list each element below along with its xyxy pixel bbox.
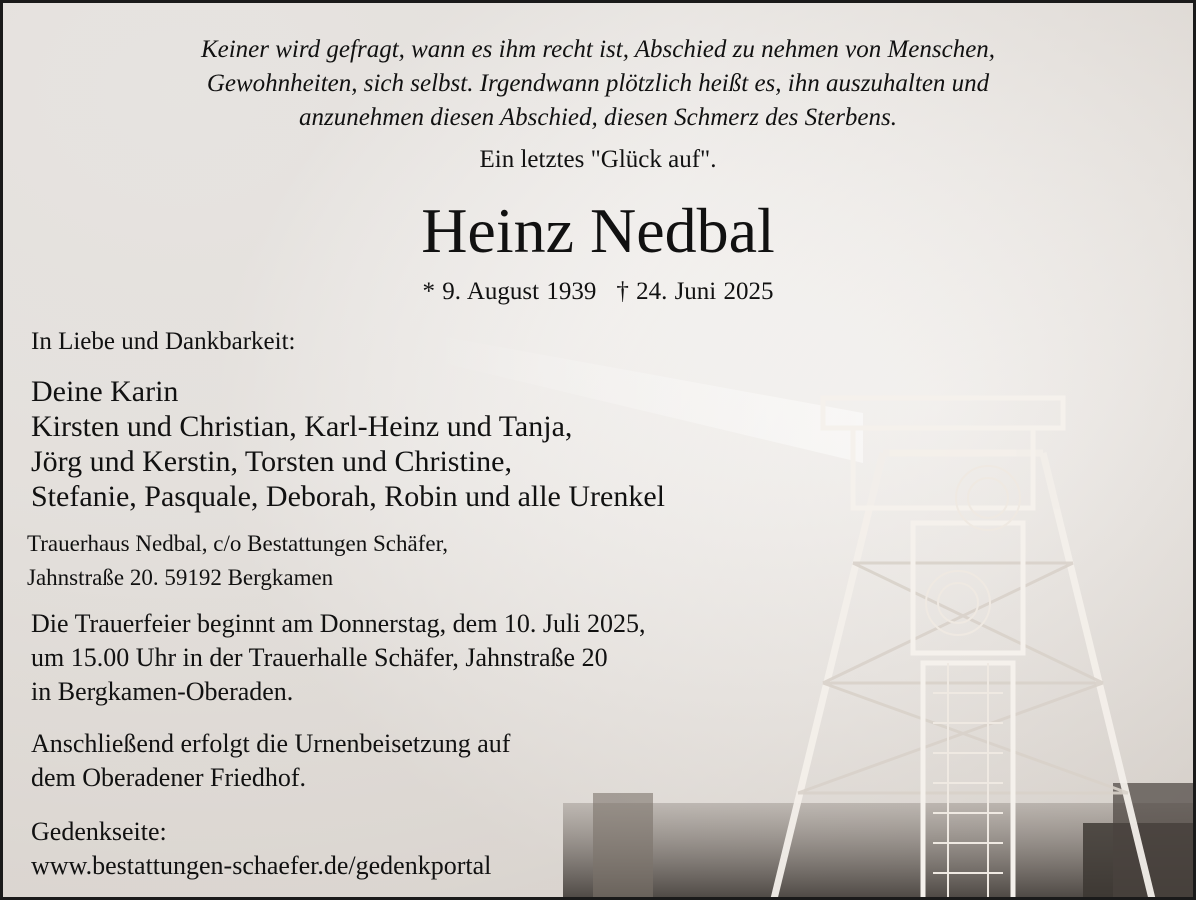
memorial-label: Gedenkseite: [31, 817, 167, 846]
ceremony-info [31, 607, 646, 709]
death-date: † 24. Juni 2025 [616, 278, 774, 305]
mourner-line: Deine Karin [31, 375, 179, 408]
farewell-text: Ein letztes "Glück auf". [479, 146, 717, 173]
ceremony-line: um 15.00 Uhr in der Trauerhalle Schäfer, Jahnstraße 20 [31, 643, 608, 672]
mourning-address [27, 527, 448, 595]
burial-info [31, 727, 510, 795]
address-line: Trauerhaus Nedbal, c/o Bestattungen Schäfer, [27, 531, 449, 556]
poem-line: Keiner wird gefragt, wann es ihm recht ist, Abschied zu nehmen von Menschen, [200, 36, 996, 63]
burial-line: Anschließend erfolgt die Urnenbeisetzung auf [31, 729, 511, 758]
ceremony-line: in Bergkamen-Oberaden. [31, 677, 294, 706]
mourner-line: Stefanie, Pasquale, Deborah, Robin und alle Urenkel [31, 480, 665, 513]
burial-line: dem Oberadener Friedhof. [31, 763, 307, 792]
mourner-line: Kirsten und Christian, Karl-Heinz und Tanja, [31, 410, 573, 443]
memorial-info [31, 815, 491, 883]
address-line: Jahnstraße 20. 59192 Bergkamen [27, 565, 334, 590]
mourner-line: Jörg und Kerstin, Torsten und Christine, [31, 445, 512, 478]
mourners-list [31, 374, 665, 514]
deceased-name: Heinz Nedbal [421, 195, 775, 266]
memorial-url-link[interactable]: www.bestattungen-schaefer.de/gedenkportal [31, 851, 492, 880]
poem [3, 33, 1193, 135]
mourners-heading: In Liebe und Dankbarkeit: [31, 328, 296, 355]
ceremony-line: Die Trauerfeier beginnt am Donnerstag, dem 10. Juli 2025, [31, 609, 646, 638]
poem-line: Gewohnheiten, sich selbst. Irgendwann plötzlich heißt es, ihn auszuhalten und [206, 70, 990, 97]
poem-line: anzunehmen diesen Abschied, diesen Schmerz des Sterbens. [298, 104, 898, 131]
life-dates [3, 278, 1193, 306]
birth-date: * 9. August 1939 [422, 278, 597, 305]
